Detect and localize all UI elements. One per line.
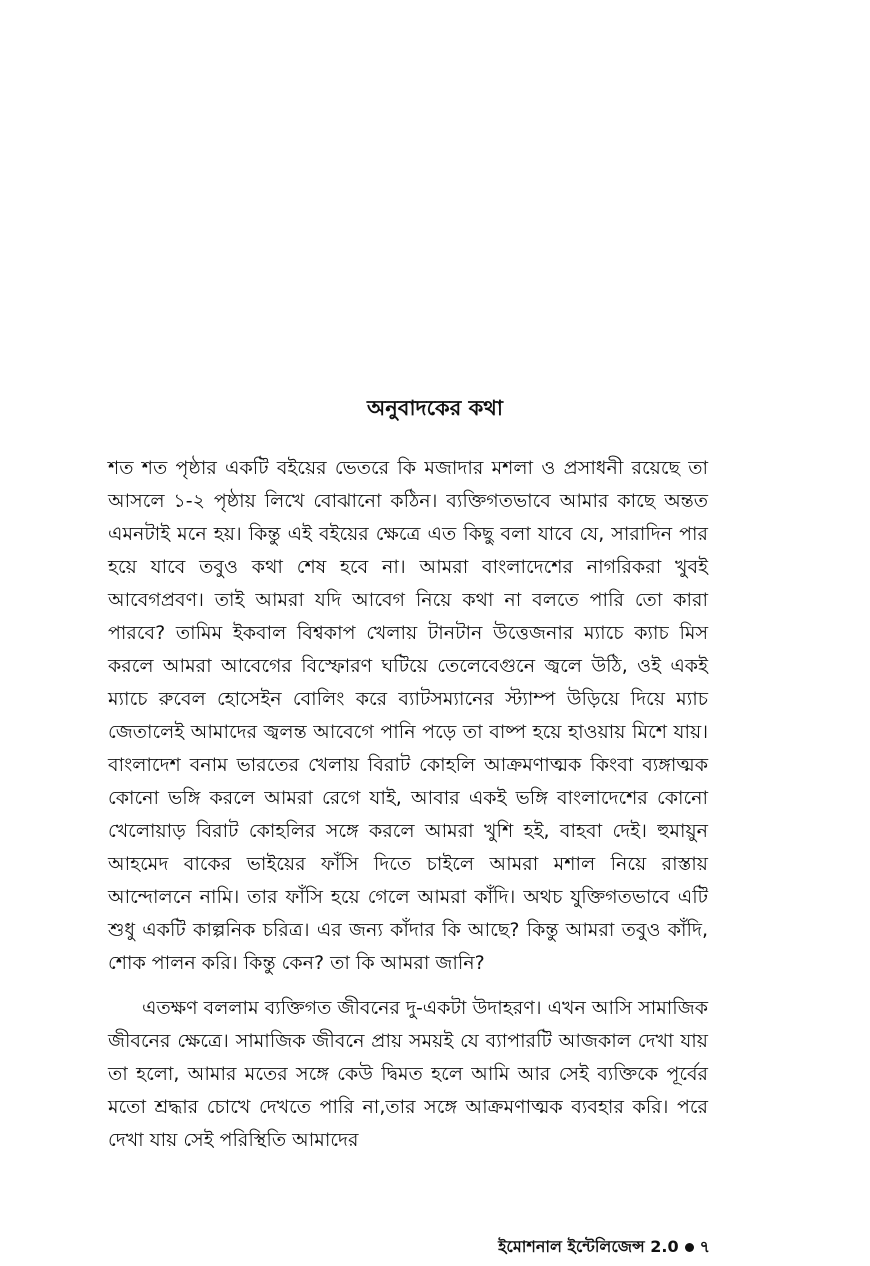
body-text: [108, 452, 708, 1157]
page-footer: [498, 1236, 710, 1258]
paragraph-1: শত শত পৃষ্ঠার একটি বইয়ের ভেতরে কি মজাদার মশলা ও প্রসাধনী রয়েছে তা আসলে ১-২ পৃষ্ঠায় লিখে বোঝানো কঠিন। ব্যক্তিগতভাবে আমার কাছে অন্তত এমনটাই মনে হয়। কিন্তু এই বইয়ের ক্ষেত্রে এত কিছু বলা যাবে যে, সারাদিন পার হয়ে যাবে তবুও কথা শেষ হবে না। আমরা বাংলাদেশের নাগরিকরা খুবই আবেগপ্রবণ। তাই আমরা যদি আবেগ নিয়ে কথা না বলতে পারি তো কারা পারবে? তামিম ইকবাল বিশ্বকাপ খেলায় টানটান উত্তেজনার ম্যাচে ক্যাচ মিস করলে আমরা আবেগের বিস্ফোরণ ঘটিয়ে তেলেবেগুনে জ্বলে উঠি, ওই একই ম্যাচে রুবেল হোসেইন বোলিং করে ব্যাটসম্যানের স্ট্যাম্প উড়িয়ে দিয়ে ম্যাচ জেতালেই আমাদের জ্বলন্ত আবেগে পানি পড়ে তা বাষ্প হয়ে হাওয়ায় মিশে যায়। বাংলাদেশ বনাম ভারতের খেলায় বিরাট কোহলি আক্রমণাত্মক কিংবা ব্যঙ্গাত্মক কোনো ভঙ্গি করলে আমরা রেগে যাই, আবার একই ভঙ্গি বাংলাদেশের কোনো খেলোয়াড় বিরাট কোহলির সঙ্গে করলে আমরা খুশি হই, বাহবা দেই। হুমায়ুন আহমেদ বাকের ভাইয়ের ফাঁসি দিতে চাইলে আমরা মশাল নিয়ে রাস্তায় আন্দোলনে নামি। তার ফাঁসি হয়ে গেলে আমরা কাঁদি। অথচ যুক্তিগতভাবে এটি শুধু একটি কাল্পনিক চরিত্র। এর জন্য কাঁদার কি আছে? কিন্তু আমরা তবুও কাঁদি, শোক পালন করি। কিন্তু কেন? তা কি আমরা জানি?: [108, 457, 708, 974]
page-title: অনুবাদকের কথা: [367, 396, 503, 420]
paragraph-2: এতক্ষণ বললাম ব্যক্তিগত জীবনের দু-একটা উদাহরণ। এখন আসি সামাজিক জীবনের ক্ষেত্রে। সামাজিক জীবনে প্রায় সময়ই যে ব্যাপারটি আজকাল দেখা যায় তা হলো, আমার মতের সঙ্গে কেউ দ্বিমত হলে আমি আর সেই ব্যক্তিকে পূর্বের মতো শ্রদ্ধার চোখে দেখতে পারি না,তার সঙ্গে আক্রমণাত্মক ব্যবহার করি। পরে দেখা যায় সেই পরিস্থিতি আমাদের: [108, 997, 708, 1151]
page-number: ৭: [699, 1237, 710, 1256]
running-header-book-title: ইমোশনাল ইন্টেলিজেন্স 2.0: [498, 1237, 679, 1256]
bullet-separator-icon: [685, 1243, 694, 1252]
